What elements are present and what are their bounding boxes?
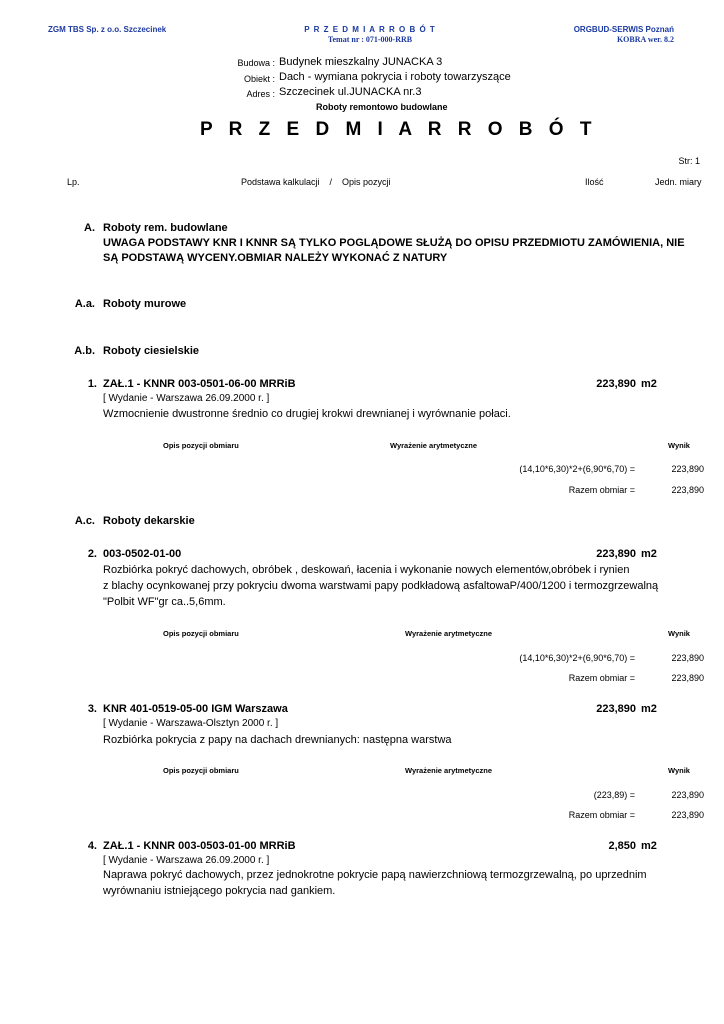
item-3-no: 3. — [87, 703, 97, 715]
item-1-no: 1. — [87, 378, 97, 390]
section-ab-title: Roboty ciesielskie — [103, 345, 199, 357]
item-2-desc-2: z blachy ocynkowanej przy pokryciu dwoma warstwami papy podkładową asfaltowaP/400/1200 i termozgrzewalną — [103, 580, 659, 592]
item-3-qty: 223,890 — [596, 703, 636, 715]
item-2-no: 2. — [87, 548, 97, 560]
item-2-desc-1: Rozbiórka pokryć dachowych, obróbek , deskowań, łacenia i wykonanie nowych elementów,obróbek i rynien — [103, 564, 630, 576]
subtitle: Roboty remontowo budowlane — [316, 102, 448, 112]
adres-value: Szczecinek ul.JUNACKA nr.3 — [279, 86, 422, 98]
item-2-qty: 223,890 — [596, 548, 636, 560]
item-4-no: 4. — [87, 840, 97, 852]
item-3-th-desc: Opis pozycji obmiaru — [163, 766, 239, 775]
item-1-total-label: Razem obmiar = — [568, 485, 635, 495]
item-3-total-label: Razem obmiar = — [568, 810, 635, 820]
item-2-th-desc: Opis pozycji obmiaru — [163, 629, 239, 638]
item-2-unit: m2 — [641, 548, 657, 560]
obiekt-value: Dach - wymiana pokrycia i roboty towarzyszące — [279, 71, 511, 83]
item-1-total: 223,890 — [671, 485, 704, 495]
section-ac-title: Roboty dekarskie — [103, 515, 195, 527]
item-3-basis: KNR 401-0519-05-00 IGM Warszawa — [103, 703, 288, 715]
item-3-th-expr: Wyrażenie arytmetyczne — [405, 766, 492, 775]
section-a-title: Roboty rem. budowlane — [103, 222, 228, 234]
section-aa-title: Roboty murowe — [103, 298, 187, 310]
col-lp: Lp. — [67, 177, 80, 187]
item-3-edition: [ Wydanie - Warszawa-Olsztyn 2000 r. ] — [103, 718, 279, 729]
budowa-label: Budowa : — [237, 58, 275, 68]
item-4-edition: [ Wydanie - Warszawa 26.09.2000 r. ] — [103, 855, 270, 866]
header-company: ZGM TBS Sp. z o.o. Szczecinek — [48, 25, 167, 34]
item-1-desc: Wzmocnienie dwustronne średnio co drugiej krokwi drewnianej i wyrównanie połaci. — [103, 408, 511, 420]
item-1-basis: ZAŁ.1 - KNNR 003-0501-06-00 MRRiB — [103, 378, 296, 390]
item-1-th-desc: Opis pozycji obmiaru — [163, 441, 239, 450]
item-2-basis: 003-0502-01-00 — [103, 548, 182, 560]
item-3-expr-result: 223,890 — [671, 790, 704, 800]
item-1-qty: 223,890 — [596, 378, 636, 390]
item-2-total: 223,890 — [671, 673, 704, 683]
item-3-expr: (223,89) = — [593, 790, 635, 800]
item-1-expr: (14,10*6,30)*2+(6,90*6,70) = — [519, 464, 635, 474]
main-title: P R Z E D M I A R R O B Ó T — [200, 119, 597, 140]
item-2-expr-result: 223,890 — [671, 653, 704, 663]
item-3-total: 223,890 — [671, 810, 704, 820]
section-ab-code: A.b. — [74, 345, 95, 357]
obiekt-label: Obiekt : — [243, 74, 275, 84]
item-2-th-result: Wynik — [668, 629, 690, 638]
col-qty: Ilość — [585, 177, 604, 187]
section-ac-code: A.c. — [74, 515, 95, 527]
section-a-code: A. — [84, 222, 95, 234]
page-number: Str: 1 — [678, 156, 700, 166]
item-3-th-result: Wynik — [668, 766, 690, 775]
adres-label: Adres : — [246, 89, 275, 99]
item-4-desc-1: Naprawa pokryć dachowych, przez jednokrotne pokrycie papą nawierzchniową termozgrzewalną, po uprzednim — [103, 869, 647, 881]
item-3-unit: m2 — [641, 703, 657, 715]
item-2-expr: (14,10*6,30)*2+(6,90*6,70) = — [519, 653, 635, 663]
item-1-edition: [ Wydanie - Warszawa 26.09.2000 r. ] — [103, 393, 270, 404]
item-1-th-expr: Wyrażenie arytmetyczne — [390, 441, 477, 450]
section-a-note-2: SĄ PODSTAWĄ WYCENY.OBMIAR NALEŻY WYKONAĆ Z NATURY — [103, 252, 448, 264]
header-version: KOBRA wer. 8.2 — [616, 35, 674, 44]
budowa-value: Budynek mieszkalny JUNACKA 3 — [279, 56, 443, 68]
item-4-qty: 2,850 — [608, 840, 636, 852]
item-2-total-label: Razem obmiar = — [568, 673, 635, 683]
item-3-desc: Rozbiórka pokrycia z papy na dachach drewnianych: następna warstwa — [103, 734, 452, 746]
item-2-desc-3: "Polbit WF"gr ca..5,6mm. — [103, 596, 226, 608]
header-doc-title: P R Z E D M I A R R O B Ó T — [304, 25, 436, 34]
item-1-unit: m2 — [641, 378, 657, 390]
header-topic: Temat nr : 071-000-RRB — [327, 35, 413, 44]
header-software: ORGBUD-SERWIS Poznań — [573, 25, 674, 34]
col-basis: Podstawa kalkulacji / Opis pozycji — [241, 177, 391, 187]
section-aa-code: A.a. — [74, 298, 95, 310]
item-1-th-result: Wynik — [668, 441, 690, 450]
item-4-unit: m2 — [641, 840, 657, 852]
item-4-desc-2: wyrównaniu istniejącego pokrycia nad gankiem. — [103, 885, 336, 897]
item-1-expr-result: 223,890 — [671, 464, 704, 474]
section-a-note-1: UWAGA PODSTAWY KNR I KNNR SĄ TYLKO POGLĄDOWE SŁUŻĄ DO OPISU PRZEDMIOTU ZAMÓWIENIA, NIE — [103, 237, 685, 249]
item-2-th-expr: Wyrażenie arytmetyczne — [405, 629, 492, 638]
item-4-basis: ZAŁ.1 - KNNR 003-0503-01-00 MRRiB — [103, 840, 296, 852]
col-unit: Jedn. miary — [655, 177, 702, 187]
